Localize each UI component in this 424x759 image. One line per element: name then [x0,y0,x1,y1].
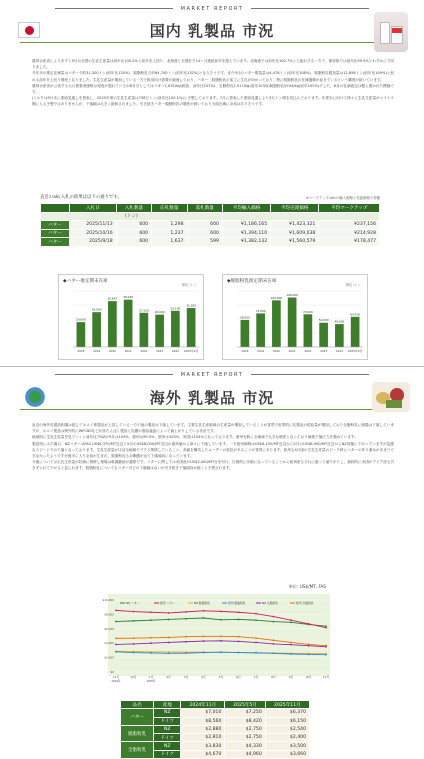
price-cell: $2,750 [225,734,265,742]
series-point [238,611,240,613]
data-label: 36,847 [107,296,118,301]
series-point [150,652,152,654]
table-header: 2025年11月 [265,701,309,709]
bar [272,300,281,347]
series-point [133,620,135,622]
bar [187,308,196,347]
bar [288,298,297,347]
x-tick-label: 2020 [272,349,280,353]
table-row [41,221,380,230]
legend-label: NZ 全脂粉乳 [262,601,279,606]
series-point [290,653,292,655]
series-point [150,619,152,621]
table-header: 入札日 [70,204,117,213]
series-point [203,610,205,612]
x-tick-label: 2018 [77,349,85,353]
series-point [290,621,292,623]
series-point [325,654,327,656]
series-point [255,619,257,621]
table-header: 落札数量 [187,204,222,213]
y-tick-label: $6,000 [104,626,114,631]
x-tick-label: 7月 [253,675,259,679]
series-point [168,652,170,654]
table-cell: 600 [116,229,151,238]
series-point [290,619,292,621]
cheese-board-image [372,382,410,412]
series-point [115,637,117,639]
series-point [133,637,135,639]
series-point [185,641,187,643]
x-tick-label: 5月 [218,675,224,679]
table-header: 産地 [154,701,181,709]
bar [335,324,344,347]
series-point [133,652,135,654]
section-divider [0,366,424,367]
x-tick-label: 2021 [288,349,296,353]
price-cell: $4,960 [225,750,265,758]
data-label: 70,000 [302,309,313,314]
title-divider [20,409,404,410]
table-cell: 600 [116,221,151,230]
series-point [273,616,275,618]
table-row [121,725,310,733]
plot-background [108,594,330,676]
x-tick-label: 10月 [305,675,312,679]
origin-cell: ドイツ [154,750,181,758]
page-title-overseas: 海外 乳製品 市況 [149,389,275,407]
data-label: 100,000 [270,295,283,300]
price-cell: $8,560 [181,717,225,725]
table-cell: 599 [187,238,222,247]
series-point [308,643,310,645]
series-point [238,652,240,654]
series-point [203,652,205,654]
series-point [185,652,187,654]
data-label: 106,000 [286,293,298,298]
x-tick-label: 2月 [166,675,171,679]
data-label: 26,000 [154,310,165,315]
bar [171,311,180,347]
table-header: 平均売渡価格 [271,204,319,213]
data-label: 52,000 [318,318,329,323]
overseas-price-table [120,700,310,759]
series-point [133,643,135,645]
x-tick-label: 9月 [288,675,294,679]
butter-inventory-chart [58,274,204,360]
series-point [220,640,222,642]
table-cell: ¥1,186,165 [222,221,270,230]
legend-label: 欧州 バター [160,601,175,606]
data-label: 27,500 [138,308,149,313]
series-point [238,641,240,643]
price-cell: $6,150 [265,717,309,725]
table-subheader: (トン) [41,212,223,221]
bar [140,313,149,347]
x-tick-label: 2023 [156,349,164,353]
x-tick-label: 11月 [112,675,120,679]
series-point [203,617,205,619]
price-cell: $3,660 [265,750,309,758]
x-tick-label: 2022 [304,349,312,353]
table-cell: ¥1,394,110 [222,229,270,238]
series-point [220,619,222,621]
series-point [290,644,292,646]
data-label: 72,000 [255,308,266,313]
x-tick-label: 2019 [93,349,101,353]
x-tick-label: 11月 [322,675,330,679]
table-row [41,238,380,247]
x-tick-label: 2021 [124,349,132,353]
x-tick-label: 2024 [171,349,179,353]
data-label: 31,300 [186,303,197,308]
bar [108,301,117,347]
table-cell: 1,237 [152,229,187,238]
table-cell: ¥1,423,321 [271,221,319,230]
product-name-cell: 脱脂粉乳 [121,725,154,742]
series-point [150,642,152,644]
x-tick-label: 2018 [241,349,249,353]
table-header: 2025年5月 [225,701,265,709]
chart-title: ◆脱脂粉乳推定期末在庫 [227,279,277,284]
bar [241,320,250,347]
table-cell: 2025/11/13 [70,221,117,230]
table-cell: 600 [187,221,222,230]
x-tick-label: 4月 [201,675,206,679]
series-point [185,636,187,638]
series-point [133,611,135,613]
overseas-paragraph: 直近の海外乳製品相場は総じてホエイ系製品が上昇している一方で他の製品は下落しています。主要生乳生産地域の生産量が増加していることが背景で世界的に乳製品の供給量が増加しており全脂粉乳に相場は下落していますが、ホエイ製品は例外的にWPC80などが高たんぱく製品と乳糖の需給逼迫によって値上がりしている状況です。 [32,423,394,434]
x-tick-label: 3月 [183,675,189,679]
price-cell: $2,540 [265,725,309,733]
table-header [41,204,70,213]
table-header: 応札数量 [152,204,187,213]
product-name-cell: バター [121,709,154,726]
series-point [168,612,170,614]
legend-label: NZ バター [126,601,140,606]
legend-label: 欧州 脱脂粉乳 [228,601,246,606]
bar [155,315,164,347]
series-point [185,618,187,620]
x-tick-label: 2020 [108,349,116,353]
table-subheader [222,212,379,221]
overseas-paragraph: 地域別に生乳生産量を見ていくと前年比でNZが9月は103%、豪州は99.5%、欧州は103%、米国は104%となっております。豪州を除く全地域で大きな増産となっており価格下落圧力を強めています。 [32,435,358,440]
bar [351,317,360,347]
dairy-products-image [374,12,408,52]
series-point [203,635,205,637]
y-tick-label: $8,000 [104,612,114,617]
series-point [325,625,327,627]
series-point [273,643,275,645]
series-point [238,636,240,638]
chart-unit: 単位:トン [345,283,361,287]
series-point [255,642,257,644]
x-tick-year: 2024年 [111,680,121,683]
table-cell: ¥214,928 [319,229,380,238]
table-cell: 2025/10/16 [70,229,117,238]
price-cell: $2,880 [181,725,225,733]
origin-cell: NZ [154,742,181,750]
table-row [41,229,380,238]
bar [92,312,101,347]
table-cell: 1,298 [152,221,187,230]
market-report-header: MARKET REPORT [0,372,424,378]
series-point [168,619,170,621]
bar [256,313,265,347]
series-point [255,652,257,654]
chart-unit: 単位: US$/MT, FAS [288,584,326,589]
data-label: 38,039 [123,295,134,300]
table-cell: 600 [116,238,151,247]
price-cell: $2,400 [265,734,309,742]
data-label: 20,000 [75,317,86,322]
bar [77,322,86,347]
page-title-domestic: 国内 乳製品 市況 [149,22,275,40]
series-point [273,639,275,641]
overseas-paragraph: 製品別にみた場合、NZバターはFAS US$6,370/MT近辺と5月のUS$8,000/MT近辺の最高値から徐々に下落しています。一方欧州価格はUS$6,150/MT近辺から5月のUS$8,900/MT近辺からNZ同様に下がっていますが急激なスピードでの下落となっております。生乳生産量がほぼ全地域でプラス推移していること、高値を嫌気したユーザーの抵抗があることが背景にあります。欧州も4月頃の生乳生産量のピーク時にバターの作り溜めがあまりできなかったようですが後半に入り余裕が生まれ、脱脂粉乳も余剰感が出て下落傾向になっています。 [32,441,394,459]
series-point [185,611,187,613]
table-cell: 600 [187,229,222,238]
price-cell: $4,670 [181,750,225,758]
y-tick-label: $10,000 [102,598,114,602]
data-label: 49,000 [334,319,345,324]
x-tick-label: 1月 [148,675,154,679]
x-tick-label: 2025年9月 [183,349,199,353]
x-tick-label: 8月 [271,675,276,679]
series-point [168,637,170,639]
price-cell: $7,250 [225,709,265,717]
price-cell: $2,750 [225,725,265,733]
series-point [255,637,257,639]
table-header: 入札数量 [116,204,151,213]
series-point [168,642,170,644]
series-point [203,640,205,642]
origin-cell: NZ [154,709,181,717]
table-cell: ¥1,382,132 [222,238,270,247]
y-tick-label: $0 [110,670,114,674]
x-tick-year: 2025年 [146,680,156,683]
series-point [115,621,117,623]
origin-cell: ドイツ [154,734,181,742]
table-row [121,742,310,750]
origin-cell: NZ [154,725,181,733]
table-row [121,709,310,717]
series-point [115,644,117,646]
table-caption: 直近のalic入札の結果は以下の通りです。 [40,195,122,200]
domestic-paragraph: 農林水産省によりますと9月の全国の生乳生産量は前年比100.2%と前年を上回り、北海道と全国計で14ヶ月連続前年を超えています。北海道では前年比100.7%と上振れする一方で、都府県では前年比99.5%とわずかに下回りました。 [32,59,394,70]
x-tick-label: 6月 [236,675,241,679]
chart-unit: 単位:トン [181,283,197,287]
table-header: 2024年11月 [181,701,225,709]
domestic-paragraph: 今年末の推定在庫量はバターで約31,300トン(前年比120%)、脱脂粉乳で約64,700トン(前年比132%)となりそうです。また9月のバター製造量は4,478トン(前年比108%)、脱脂粉乳製造量は12,856トン(前年比109%)と何れも前年を上回り増産となりました。生乳生産量が増加している一方で飲用向け需要が減速しており、バター・脱脂粉乳の加工に生乳が向かっており、特に脱脂粉乳の在庫過剰が起きているという構図が続いています。 [32,71,394,82]
price-cell: $4,330 [225,742,265,750]
x-tick-label: 2019 [257,349,265,353]
table-cell: ¥1,560,579 [271,238,319,247]
market-report-header: MARKET REPORT [0,6,424,12]
table-cell: ¥1,609,038 [271,229,319,238]
x-tick-label: 2022 [140,349,148,353]
x-tick-label: 12月 [130,675,137,679]
bar [304,314,313,347]
series-point [115,609,117,611]
table-cell: 1,637 [152,238,187,247]
overseas-paragraph: 今後については生乳生産量が好調に推移し相場は軟調継続が濃厚です。バターに関しては米国産がUS$3,000/MT台を付け、圧倒的に安価になっていることから欧州産もそれに倣って値下がりし、最終的に米国がアジア産も引きずられて下がると見られます。脱脂粉乳についてもバターほどの下落幅はないが引き続き下落傾向が続くと予想されます。 [32,460,394,471]
table-cell: 2025/9/18 [70,238,117,247]
series-point [238,619,240,621]
x-tick-label: 2023 [320,349,328,353]
table-header: 品名 [121,701,154,709]
price-cell: $8,420 [225,717,265,725]
price-cell: $7,010 [181,709,225,717]
series-point [150,637,152,639]
price-cell: $6,370 [265,709,309,717]
data-label: 58,000 [239,315,250,320]
table-cell: バター [41,221,70,230]
series-point [325,627,327,629]
series-point [220,610,222,612]
table-cell: ¥178,477 [319,238,380,247]
price-cell: $3,830 [181,742,225,750]
table-cell: バター [41,238,70,247]
x-tick-label: 2025年9月 [347,349,363,353]
series-point [115,651,117,653]
price-cell: $2,810 [181,734,225,742]
series-point [290,642,292,644]
table-cell: ¥237,156 [319,221,380,230]
domestic-paragraph: 農林水産省が公表する大口需要者価格は発表が遅れているが8月分としてはバター1,632/kg(税抜、前年比107%)、全脂粉乳1,017/kg(前年103%)脱脂粉乳¥744/kg(前年102%)でした。6月の乳価改定は据え置かれた模様です。 [32,83,394,95]
bar [124,300,133,347]
series-point [150,611,152,613]
series-point [325,645,327,647]
series-point [273,652,275,654]
overseas-price-chart [90,584,334,696]
table-cell: バター [41,229,70,238]
table-header: 平均マークアップ [319,204,380,213]
bar [319,323,328,347]
table-header: 平均輸入価格 [222,204,270,213]
table-note: ※マークアップ:alicの輸入価格と売渡価格の差額 [306,196,380,200]
series-point [273,621,275,623]
series-point [255,613,257,615]
y-tick-label: $4,000 [104,641,114,646]
series-point [308,653,310,655]
alic-tender-table [40,203,380,247]
product-name-cell: 全脂粉乳 [121,742,154,759]
series-point [220,635,222,637]
y-tick-label: $2,000 [104,655,114,660]
series-point [308,623,310,625]
data-label: 64,700 [350,312,361,317]
x-tick-label: 2024 [335,349,343,353]
legend-label: 欧州 全脂粉乳 [296,601,314,606]
origin-cell: ドイツ [154,717,181,725]
title-divider [20,42,404,43]
data-label: 28,000 [91,307,102,312]
legend-label: NZ 脱脂粉乳 [194,601,211,606]
chart-title: ◆バター推定期末在庫 [63,279,108,284]
skim-milk-inventory-chart [222,274,368,360]
price-cell: $3,500 [265,742,309,750]
data-label: 29,100 [170,306,181,311]
domestic-paragraph: Jミルクは9月末に需給見通しを発表し、2025年度の生乳生産量は738万トン(前年比100.1%)と予想しております。7月に発表した需給見通しより3万トン増を見込んでおります。年度末に向けて徐々に生乳生産量がマイナス圏に入る予想ではありませんが、下落幅は大きく緩和されました。引き続きバター脱脂粉乳の増産が続いており当面在庫に余裕はありそうです。 [32,96,394,107]
series-point [220,651,222,653]
